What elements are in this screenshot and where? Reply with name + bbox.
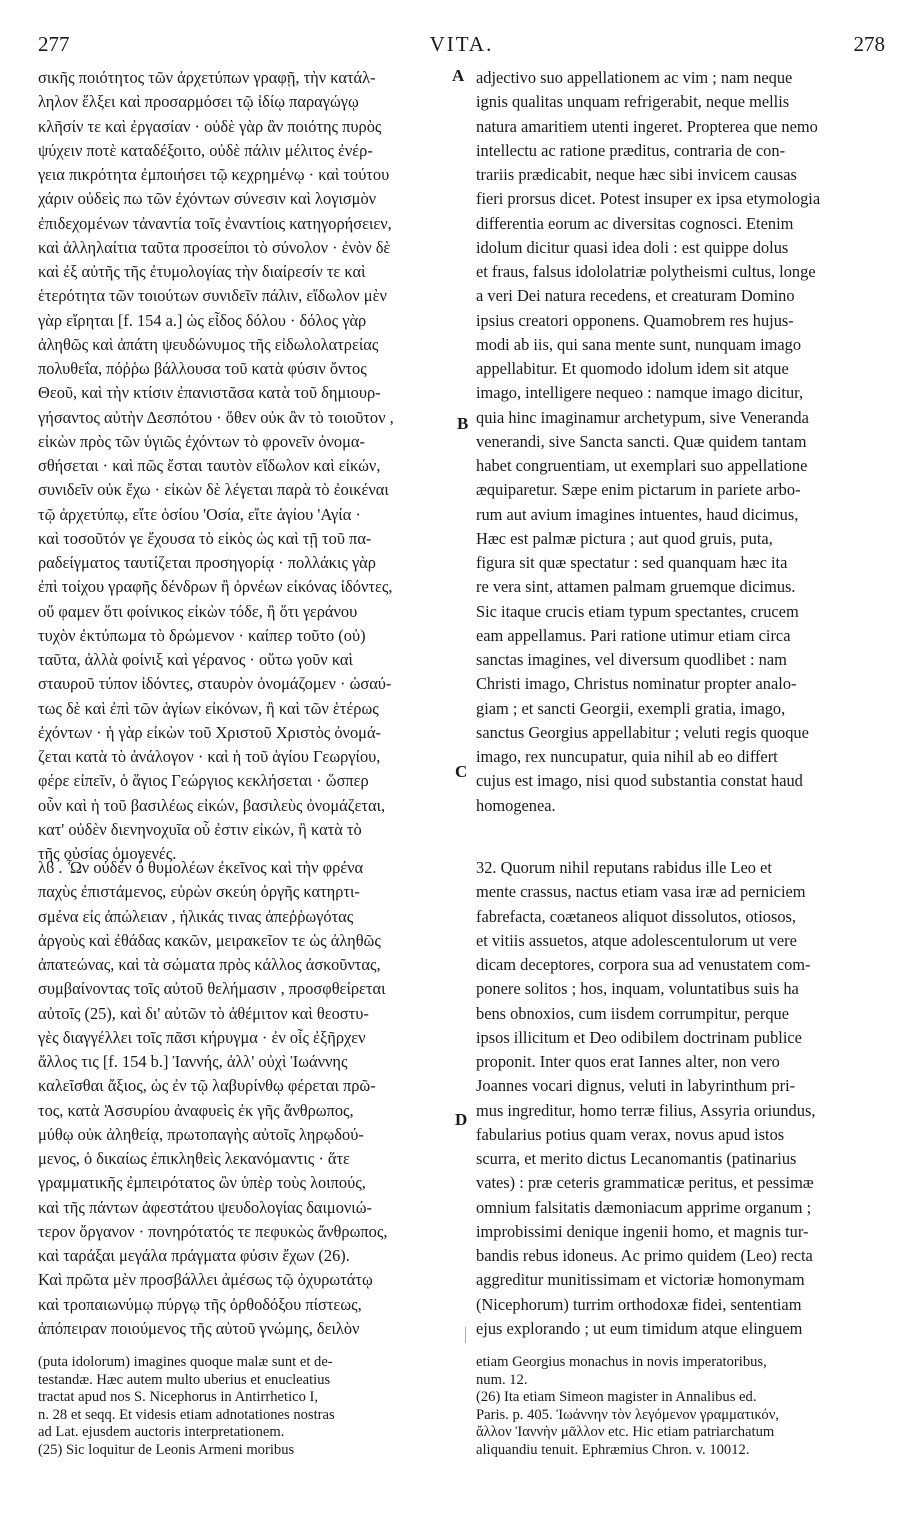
- greek-column-2: [38, 856, 454, 1341]
- footnote-line: ἄλλον Ἰαννὴν μᾶλλον etc. Hic etiam patriarchatum: [476, 1424, 775, 1441]
- greek-text-line: συμβαίνοντας τοῖς αὐτοῦ θελήμασιν , προσφθείρεται: [38, 979, 386, 999]
- latin-text-line: trariis prædicabit, neque hæc sibi invicem causas: [476, 165, 797, 184]
- margin-marker-a: A: [452, 66, 465, 85]
- greek-text-line: καὶ ταράξαι μεγάλα πράγματα φύσιν ἔχων (26).: [38, 1246, 350, 1265]
- latin-text-line: dicam deceptores, corpora sua ad venustatem com-: [476, 955, 811, 974]
- latin-text-line: ipsius creatori opponens. Quamobrem res hujus-: [476, 310, 794, 330]
- greek-text-line: παχὺς ἐπιστάμενος, εὑρὼν σκεύη ὀργῆς κατηρτι-: [38, 882, 360, 902]
- footnote-divider: [465, 1327, 466, 1343]
- greek-text-line: ζεται κατὰ τὸ ἀνάλογον · καὶ ἡ τοῦ ἁγίου Γεωργίου,: [38, 747, 381, 766]
- footnote-line: etiam Georgius monachus in novis imperatoribus,: [476, 1354, 767, 1370]
- greek-text-line: εἰκὼν πρὸς τῶν ὑγιῶς ἐχόντων τὸ φρονεῖν ὀνομα-: [38, 431, 365, 451]
- footnote-line: ad Lat. ejusdem auctoris interpretationem.: [38, 1424, 285, 1441]
- greek-text-line: ἐπιδεχομένων τἀναντία τοῖς ἐναντίοις κατηγορήσειεν,: [38, 213, 392, 233]
- running-title: VITA.: [429, 32, 494, 56]
- greek-text-line: ἀπατεώνας, καὶ τὰ σώματα πρὸς κάλλος ἀσκοῦντας,: [38, 955, 381, 974]
- latin-text-line: sanctas imagines, vel diversum quodlibet : nam: [476, 650, 787, 669]
- greek-text-line: ραδείγματος ταυτίζεται προσηγορίᾳ · πολλάκις γὰρ: [38, 553, 376, 572]
- footnote-line: tractat apud nos S. Nicephorus in Antirrhetico I,: [38, 1389, 319, 1406]
- latin-column-2: [476, 856, 886, 1341]
- footnotes-left: [38, 1354, 456, 1460]
- latin-text-line: eam appellamus. Pari ratione utimur etiam circa: [476, 625, 791, 645]
- latin-text-line: fieri prorsus dicet. Potest insuper ex ipsa etymologia: [476, 189, 821, 209]
- greek-text-line: οὖν καὶ ἡ τοῦ βασιλέως εἰκών, βασιλεὺς ὀνομάζεται,: [38, 795, 386, 815]
- footnote-line: aliquandiu tenuit. Ephræmius Chron. v. 10012.: [476, 1441, 750, 1458]
- latin-text-line: 32. Quorum nihil reputans rabidus ille Leo et: [476, 858, 772, 877]
- latin-text-line: mente crassus, nactus etiam vasa iræ ad perniciem: [476, 882, 806, 902]
- greek-text-line: καλεῖσθαι ἄξιος, ὡς ἐν τῷ λαβυρίνθῳ φέρεται πρῶ-: [38, 1076, 376, 1096]
- latin-text-line: a veri Dei natura recedens, et creaturam Domino: [476, 286, 795, 306]
- footnote-line: (puta idolorum) imagines quoque malæ sunt et de-: [38, 1354, 333, 1370]
- latin-text-line: modi ab iis, qui sana mente sunt, nunquam imago: [476, 334, 802, 354]
- footnote-line: testandæ. Hæc autem multo uberius et enucleatius: [38, 1371, 331, 1388]
- latin-text-line: quia hinc imaginamur archetypum, sive Veneranda: [476, 407, 809, 427]
- latin-text-line: imago, intelligere nequeo : namque imago dicitur,: [476, 383, 804, 403]
- greek-text-line: σικῆς ποιότητος τῶν ἀρχετύπων γραφῇ, τὴν κατάλ-: [38, 68, 376, 87]
- greek-column-1: [38, 66, 454, 866]
- greek-text-line: ἄλλος τις [f. 154 b.] Ἰαννής, ἀλλ' οὐχὶ Ἰωάννης: [38, 1052, 348, 1071]
- page-number-left: 277: [38, 32, 70, 56]
- greek-text-line: σθήσεται · καὶ πῶς ἔσται ταυτὸν εἴδωλον καὶ εἰκών,: [38, 456, 381, 475]
- footnote-line: (26) Ita etiam Simeon magister in Annalibus ed.: [476, 1389, 757, 1406]
- footnotes-right: [476, 1354, 888, 1460]
- latin-text-line: sanctus Georgius appellabitur ; veluti regis quoque: [476, 722, 809, 742]
- greek-text-line: Θεοῦ, καὶ τὴν κτίσιν ἐπανιστᾶσα κατὰ τοῦ δημιουρ-: [38, 383, 381, 403]
- footnote-line: Paris. p. 405. Ἰωάννην τὸν λεγόμενον γραμματικόν,: [476, 1406, 779, 1423]
- greek-text-line: Καὶ πρῶτα μὲν προσβάλλει ἀμέσως τῷ ὀχυρωτάτῳ: [38, 1270, 373, 1290]
- greek-text-line: ἐπὶ τοίχου γραφῆς δένδρων ἢ ὀρνέων εἰκόνας ἰδόντες,: [38, 577, 393, 597]
- greek-text-line: τῷ ἀρχετύπῳ, εἴτε ὁσίου 'Οσία, εἴτε ἁγίου 'Αγία ·: [38, 504, 361, 524]
- latin-text-line: appellabitur. Et quomodo idolum idem sit atque: [476, 359, 789, 378]
- latin-text-line: giam ; et sancti Georgii, exempli gratia, imago,: [476, 698, 786, 718]
- greek-text-line: λϐ . Ὧν οὐδὲν ὁ θυμολέων ἐκεῖνος καὶ τὴν φρένα: [38, 858, 364, 877]
- latin-text-line: re vera sint, attamen palmam gruemque dicimus.: [476, 577, 796, 597]
- greek-text-line: τως δὲ καὶ ἐπὶ τῶν ἁγίων εἰκόνων, ἢ καὶ τῶν ἑτέρως: [38, 698, 379, 718]
- latin-text-line: vates) : præ ceteris grammaticæ peritus, et pessimæ: [476, 1173, 814, 1193]
- margin-marker-c: C: [455, 762, 468, 781]
- greek-text-line: καὶ ἐξ αὐτῆς τῆς ἐτυμολογίας τὴν διαίρεσίν τε καὶ: [38, 262, 366, 281]
- latin-text-line: bens obnoxios, cum iisdem corrumpitur, perque: [476, 1003, 789, 1023]
- greek-text-line: ἐχόντων · ἡ γὰρ εἰκὼν τοῦ Χριστοῦ Χριστὸς ὀνομά-: [38, 722, 381, 742]
- latin-text-line: (Nicephorum) turrim orthodoxæ fidei, sententiam: [476, 1294, 802, 1314]
- greek-text-line: οὔ φαμεν ὅτι φοίνικος εἰκὼν τόδε, ἢ ὅτι γεράνου: [38, 601, 358, 621]
- greek-text-line: ἀπόπειραν ποιούμενος τῆς αὐτοῦ γνώμης, δειλὸν: [38, 1318, 360, 1338]
- latin-text-line: proponit. Inter quos erat Iannes alter, non vero: [476, 1052, 780, 1071]
- latin-text-line: adjectivo suo appellationem ac vim ; nam neque: [476, 68, 793, 87]
- latin-text-line: ignis qualitas unquam refrigerabit, neque mellis: [476, 92, 790, 112]
- latin-text-line: ipsos illicitum et Deo odibilem doctrinam publice: [476, 1027, 802, 1047]
- greek-text-line: ἀργοὺς καὶ ἐθάδας κακῶν, μειρακεῖον τε ὡς ἀληθῶς: [38, 930, 381, 950]
- footnote-line: num. 12.: [476, 1371, 528, 1388]
- greek-text-line: ψύχειν ποτὲ καταδέξοιτο, οὐδὲ πάλιν μέλιτος ἐνέρ-: [38, 140, 373, 160]
- greek-text-line: καὶ τοσοῦτόν γε ἔχουσα τὸ εἰκὸς ὡς καὶ τῇ τοῦ πα-: [38, 528, 372, 548]
- greek-text-line: σταυροῦ τύπον ἰδόντες, σταυρὸν ὀνομάζομεν · ὡσαύ-: [38, 674, 392, 694]
- greek-text-line: χάριν οὐδεὶς πω τῶν ἐχόντων σύνεσιν καὶ λογισμὸν: [38, 189, 377, 209]
- greek-text-line: αὐτοῖς (25), καὶ δι' αὐτῶν τὸ ἀθέμιτον καὶ θεοστυ-: [38, 1003, 369, 1023]
- latin-text-line: Christi imago, Christus nominatur propter analo-: [476, 674, 797, 694]
- latin-text-line: Joannes vocari dignus, veluti in labyrinthum pri-: [476, 1076, 796, 1096]
- latin-text-line: bandis rebus idoneus. Ac primo quidem (Leo) recta: [476, 1246, 813, 1265]
- greek-text-line: ἀληθῶς καὶ ἀπάτη ψευδώνυμος τῆς εἰδωλολατρείας: [38, 334, 379, 354]
- latin-text-line: æquiparetur. Sæpe enim pictarum in pariete arbo-: [476, 480, 801, 500]
- latin-text-line: ponere solitos ; hos, inquam, voluntatibus suis ha: [476, 979, 799, 999]
- greek-text-line: κλῆσίν τε καὶ ἐργασίαν · οὐδὲ γὰρ ἂν ποιότης πυρὸς: [38, 116, 382, 136]
- greek-text-line: καὶ ἀλληλαίτια ταῦτα προσείποι τὸ σύνολον · ἐνὸν δὲ: [38, 237, 391, 257]
- latin-text-line: figura sit quæ spectatur : sed quanquam hæc ita: [476, 553, 788, 572]
- greek-text-line: γεια πικρότητα ἐμποιήσει τῷ κεχρημένῳ · καὶ τούτου: [38, 165, 390, 184]
- latin-text-line: imago, rex nuncupatur, quia nihil ab eo differt: [476, 747, 778, 766]
- greek-text-line: φέρε εἰπεῖν, ὁ ἅγιος Γεώργιος κεκλήσεται · ὥσπερ: [38, 771, 369, 791]
- footnote-line: (25) Sic loquitur de Leonis Armeni moribus: [38, 1441, 295, 1458]
- latin-text-line: fabularius potius quam verax, novus apud istos: [476, 1124, 785, 1144]
- greek-text-line: μενος, ὁ δικαίως ἐπικληθεὶς λεκανόμαντις · ἅτε: [38, 1149, 350, 1168]
- latin-text-line: et fraus, falsus idololatriæ polytheismi cultus, longe: [476, 262, 816, 281]
- greek-text-line: μύθῳ οὐκ ἀληθείᾳ, πρωτοπαγὴς αὐτοῖς ληρῳδού-: [38, 1124, 364, 1144]
- greek-text-line: ληλον ἕλξει καὶ προσαρμόσει τῷ ἰδίῳ παραγώγῳ: [38, 92, 359, 112]
- greek-text-line: τερον ὄργανον · πονηρότατός τε πεφυκὼς ἄνθρωπος,: [38, 1221, 388, 1241]
- greek-text-line: κατ' οὐδὲν διενηνοχυῖα οὗ ἐστιν εἰκών, ἢ κατὰ τὸ: [38, 819, 362, 839]
- footnote-line: n. 28 et seqq. Et videsis etiam adnotationes nostras: [38, 1406, 335, 1423]
- latin-text-line: omnium falsitatis dæmoniacum apprime organum ;: [476, 1197, 812, 1217]
- margin-marker-b: B: [457, 414, 469, 433]
- greek-text-line: ἑτερότητα τῶν τοιούτων συνιδεῖν πάλιν, εἴδωλον μὲν: [38, 286, 387, 306]
- greek-text-line: τος, κατὰ Ἀσσυρίου ἀναφυεὶς ἐκ γῆς ἄνθρωπος,: [38, 1100, 354, 1120]
- latin-text-line: mus ingreditur, homo terræ filius, Assyria oriundus,: [476, 1100, 816, 1120]
- running-header: [38, 32, 885, 56]
- latin-text-line: cujus est imago, nisi quod substantia constat haud: [476, 771, 803, 791]
- latin-text-line: differentia eorum ac diversitas cognosci. Etenim: [476, 213, 794, 233]
- latin-column-1: [476, 66, 886, 818]
- latin-text-line: Sic itaque crucis etiam typum spectantes, crucem: [476, 601, 799, 621]
- greek-text-line: σμένα εἰς ἀπώλειαν , ἡλικάς τινας ἀπεῤῥωγότας: [38, 906, 354, 926]
- greek-text-line: τῆς οὐσίας ὁμογενές.: [38, 844, 177, 863]
- greek-text-line: τυχὸν ἐκτύπωμα τὸ δρώμενον · καίπερ τοῦτο (οὐ): [38, 625, 366, 645]
- latin-text-line: venerandi, sive Sancta sancti. Quæ quidem tantam: [476, 431, 807, 451]
- latin-text-line: natura amaritiem utenti ingeret. Propterea que nemo: [476, 116, 818, 136]
- greek-text-line: γήσαντος αὐτὴν Δεσπότου · ὅθεν οὐκ ἂν τὸ τοιοῦτον ,: [38, 407, 394, 427]
- latin-text-line: idolum dicitur quasi idea doli : est quippe dolus: [476, 237, 789, 257]
- greek-text-line: γὲς διαγγέλλει τοῖς πᾶσι κήρυγμα · ἐν οἷς ἐξῆρχεν: [38, 1027, 366, 1047]
- greek-text-line: ταῦτα, ἀλλὰ φοίνιξ καὶ γέρανος · οὕτω γοῦν καὶ: [38, 650, 353, 669]
- latin-text-line: fabrefacta, coætaneos aliquot dissolutos, otiosos,: [476, 906, 797, 926]
- margin-marker-d: D: [455, 1110, 468, 1129]
- latin-text-line: et vitiis assuetos, atque adolescentulorum ut vere: [476, 930, 797, 950]
- greek-text-line: καὶ τροπαιωνύμῳ πύργῳ τῆς ὀρθοδόξου πίστεως,: [38, 1294, 362, 1314]
- latin-text-line: ejus explorando ; ut eum timidum atque elinguem: [476, 1318, 803, 1338]
- greek-text-line: καὶ τῆς πάντων ἀφεστάτου ψευδολογίας δαιμονιώ-: [38, 1197, 372, 1217]
- latin-text-line: aggreditur munitissimam et victoriæ homonymam: [476, 1270, 805, 1290]
- latin-text-line: scurra, et merito dictus Lecanomantis (patinarius: [476, 1149, 797, 1168]
- greek-text-line: πολυθεΐα, πόῤῥω βάλλουσα τοῦ κατὰ φύσιν ὄντος: [38, 359, 367, 378]
- latin-text-line: rum aut avium imagines intuentes, haud dicimus,: [476, 504, 799, 524]
- latin-text-line: improbissimi denique ingenii homo, et magnis tur-: [476, 1221, 809, 1241]
- latin-text-line: intellectu ac ratione præditus, contraria de con-: [476, 140, 786, 160]
- latin-text-line: homogenea.: [476, 795, 556, 815]
- latin-text-line: Hæc est palmæ pictura ; aut quod gruis, puta,: [476, 528, 773, 548]
- latin-text-line: habet congruentiam, ut exemplari suo appellatione: [476, 456, 808, 475]
- greek-text-line: συνιδεῖν οὐκ ἔχω · εἰκὼν δὲ λέγεται παρὰ τὸ ἐοικέναι: [38, 480, 389, 500]
- page-number-right: 278: [853, 32, 885, 56]
- greek-text-line: γραμματικῆς ἐμπειρότατος ὢν ὑπὲρ τοὺς λοιπούς,: [38, 1173, 366, 1193]
- greek-text-line: γὰρ εἴρηται [f. 154 a.] ὡς εἶδος δόλου · δόλος γὰρ: [38, 310, 367, 330]
